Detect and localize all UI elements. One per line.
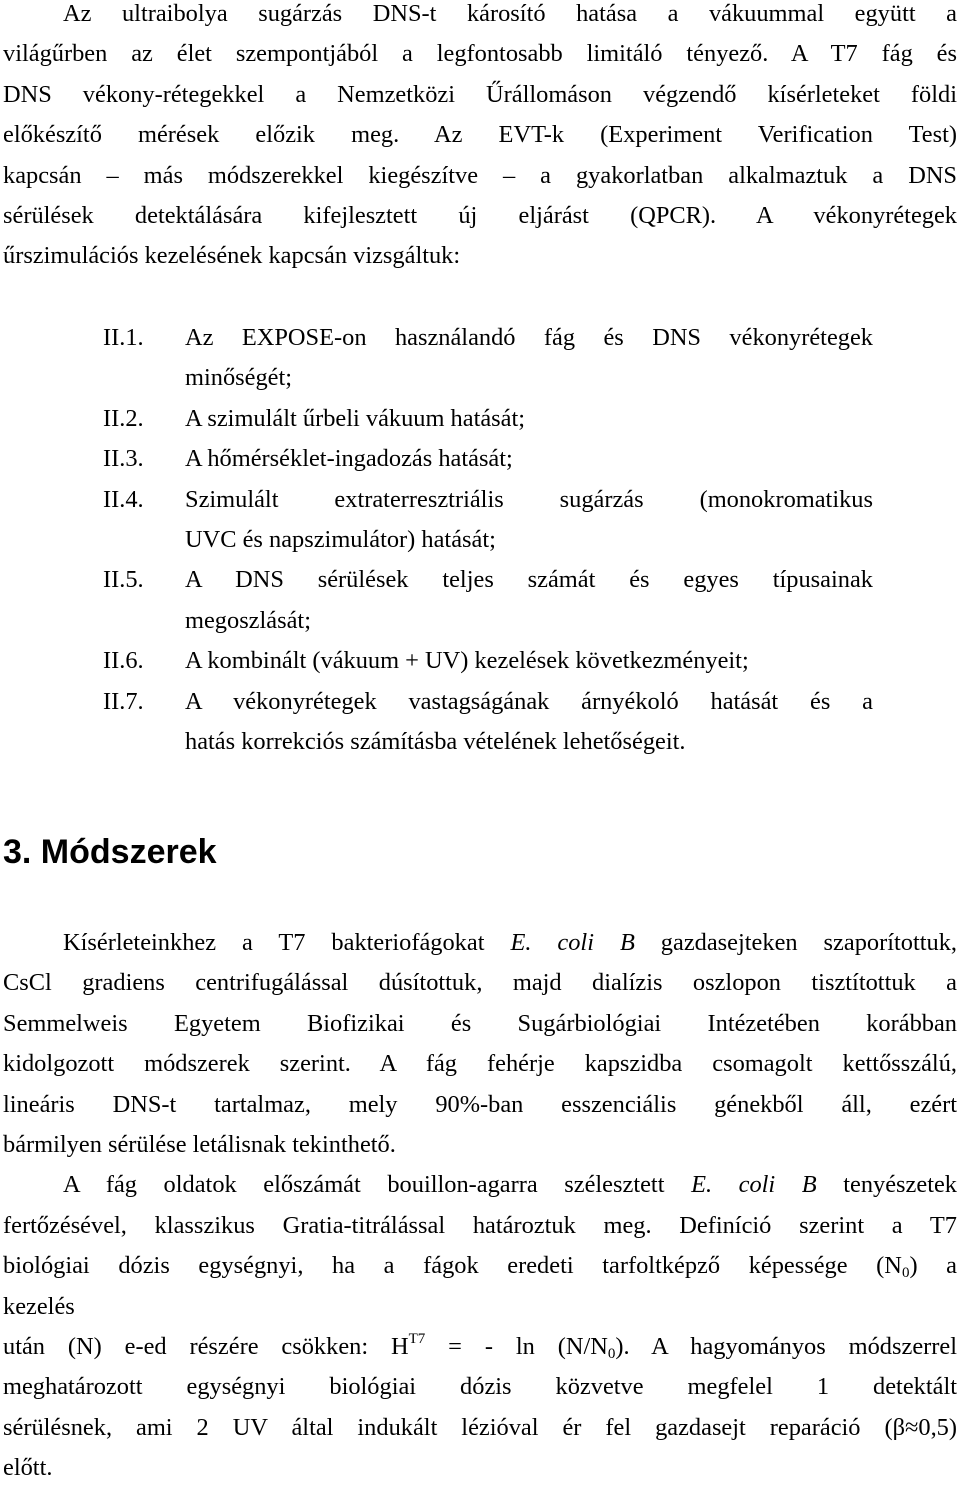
text-line: megoszlását;	[185, 606, 311, 634]
text-run: A fág oldatok előszámát bouillon-agarra szélesztett	[63, 1171, 692, 1199]
text-line: meghatározott egységnyi biológiai dózis közvetve megfelel 1 detektált	[3, 1373, 957, 1401]
section-heading: 3. Módszerek	[3, 833, 217, 871]
list-item	[103, 641, 873, 681]
text-line: sérülések detektálására kifejlesztett új eljárást (QPCR). A vékonyrétegek	[3, 202, 957, 230]
text-line: sérülésnek, ami 2 UV által indukált lézióval ér fel gazdasejt reparáció (β≈0,5)	[3, 1413, 957, 1441]
text-run: tenyészetek	[816, 1171, 957, 1199]
list-item-text	[185, 318, 873, 399]
text-run: ) a	[909, 1252, 958, 1280]
intro-paragraph	[3, 0, 957, 277]
text-line: lineáris DNS-t tartalmaz, mely 90%-ban esszenciális génekből áll, ezért	[3, 1090, 957, 1118]
list-item-text	[185, 560, 873, 641]
list-item	[103, 480, 873, 561]
text-line: előkészítő mérések előzik meg. Az EVT-k (Experiment Verification Test)	[3, 121, 957, 149]
list-item-text	[185, 641, 873, 681]
list-item	[103, 560, 873, 641]
text-line: minőségét;	[185, 364, 293, 392]
list-item	[103, 439, 873, 479]
text-line: A szimulált űrbeli vákuum hatását;	[185, 404, 526, 432]
text-line: kezelés	[3, 1292, 75, 1320]
list-item	[103, 399, 873, 439]
list-item-text	[185, 439, 873, 479]
list-item	[103, 318, 873, 399]
text-run: = - ln (N/N	[425, 1333, 608, 1361]
text-line: A vékonyrétegek vastagságának árnyékoló hatását és a	[185, 687, 873, 715]
text-line: A DNS sérülések teljes számát és egyes típusainak	[185, 566, 873, 594]
list-item-number: II.3.	[103, 445, 144, 473]
methods-paragraph-1	[3, 923, 957, 1165]
text-run: után (N) e-ed részére csökken: H	[3, 1333, 409, 1361]
text-line: hatás korrekciós számításba vételének lehetőségeit.	[185, 728, 686, 756]
text-line: Semmelweis Egyetem Biofizikai és Sugárbiológiai Intézetében korábban	[3, 1009, 957, 1037]
subscript: 0	[901, 1265, 910, 1282]
list-item	[103, 682, 873, 763]
text-line: Az ultraibolya sugárzás DNS-t károsító hatása a vákuummal együtt a	[63, 0, 957, 27]
text-line	[3, 1165, 957, 1205]
methods-section	[3, 923, 957, 1489]
text-run: biológiai dózis egységnyi, ha a fágok eredeti tarfoltképző képessége (N	[3, 1252, 902, 1280]
text-line: A hőmérséklet-ingadozás hatását;	[185, 445, 513, 473]
text-line: DNS vékony-rétegekkel a Nemzetközi Űrállomáson végzendő kísérleteket földi	[3, 80, 957, 108]
text-line: fertőzésével, klasszikus Gratia-titrálással határoztuk meg. Definíció szerint a T7	[3, 1211, 957, 1239]
text-run: ). A hagyományos módszerrel	[615, 1333, 957, 1361]
text-line: Szimulált extraterresztriális sugárzás (monokromatikus	[185, 485, 873, 513]
objectives-list	[103, 318, 873, 762]
text-line: űrszimulációs kezelésének kapcsán vizsgáltuk:	[3, 242, 461, 270]
text-line: UVC és napszimulátor) hatását;	[185, 526, 496, 554]
text-line: előtt.	[3, 1454, 53, 1482]
superscript: T7	[408, 1331, 426, 1348]
text-line: világűrben az élet szempontjából a legfontosabb limitáló tényező. A T7 fág és	[3, 40, 957, 68]
text-line	[3, 1246, 957, 1286]
text-line: bármilyen sérülése letálisnak tekinthető.	[3, 1131, 396, 1159]
list-item-number: II.7.	[103, 687, 144, 715]
species-name: E. coli B	[691, 1171, 817, 1199]
text-line: Az EXPOSE-on használandó fág és DNS vékonyrétegek	[185, 324, 873, 351]
text-line	[3, 923, 957, 963]
text-line: A kombinált (vákuum + UV) kezelések következményeit;	[185, 647, 749, 675]
text-line: kidolgozott módszerek szerint. A fág fehérje kapszidba csomagolt kettősszálú,	[3, 1050, 957, 1078]
list-item-text	[185, 399, 873, 439]
text-run: Kísérleteinkhez a T7 bakteriofágokat	[63, 929, 511, 956]
text-line	[3, 1327, 957, 1367]
list-item-number: II.5.	[103, 566, 144, 594]
text-line: CsCl gradiens centrifugálással dúsítottuk, majd dialízis oszlopon tisztítottuk a	[3, 969, 957, 997]
list-item-number: II.1.	[103, 324, 144, 351]
subscript: 0	[607, 1346, 616, 1363]
list-item-number: II.6.	[103, 647, 144, 675]
list-item-number: II.2.	[103, 404, 144, 432]
list-item-text	[185, 480, 873, 561]
list-item-text	[185, 682, 873, 763]
text-run: gazdasejteken szaporítottuk,	[634, 929, 957, 956]
methods-paragraph-2	[3, 1165, 957, 1488]
species-name: E. coli B	[510, 929, 635, 956]
text-line: kapcsán – más módszerekkel kiegészítve – a gyakorlatban alkalmaztuk a DNS	[3, 161, 957, 189]
list-item-number: II.4.	[103, 485, 144, 513]
